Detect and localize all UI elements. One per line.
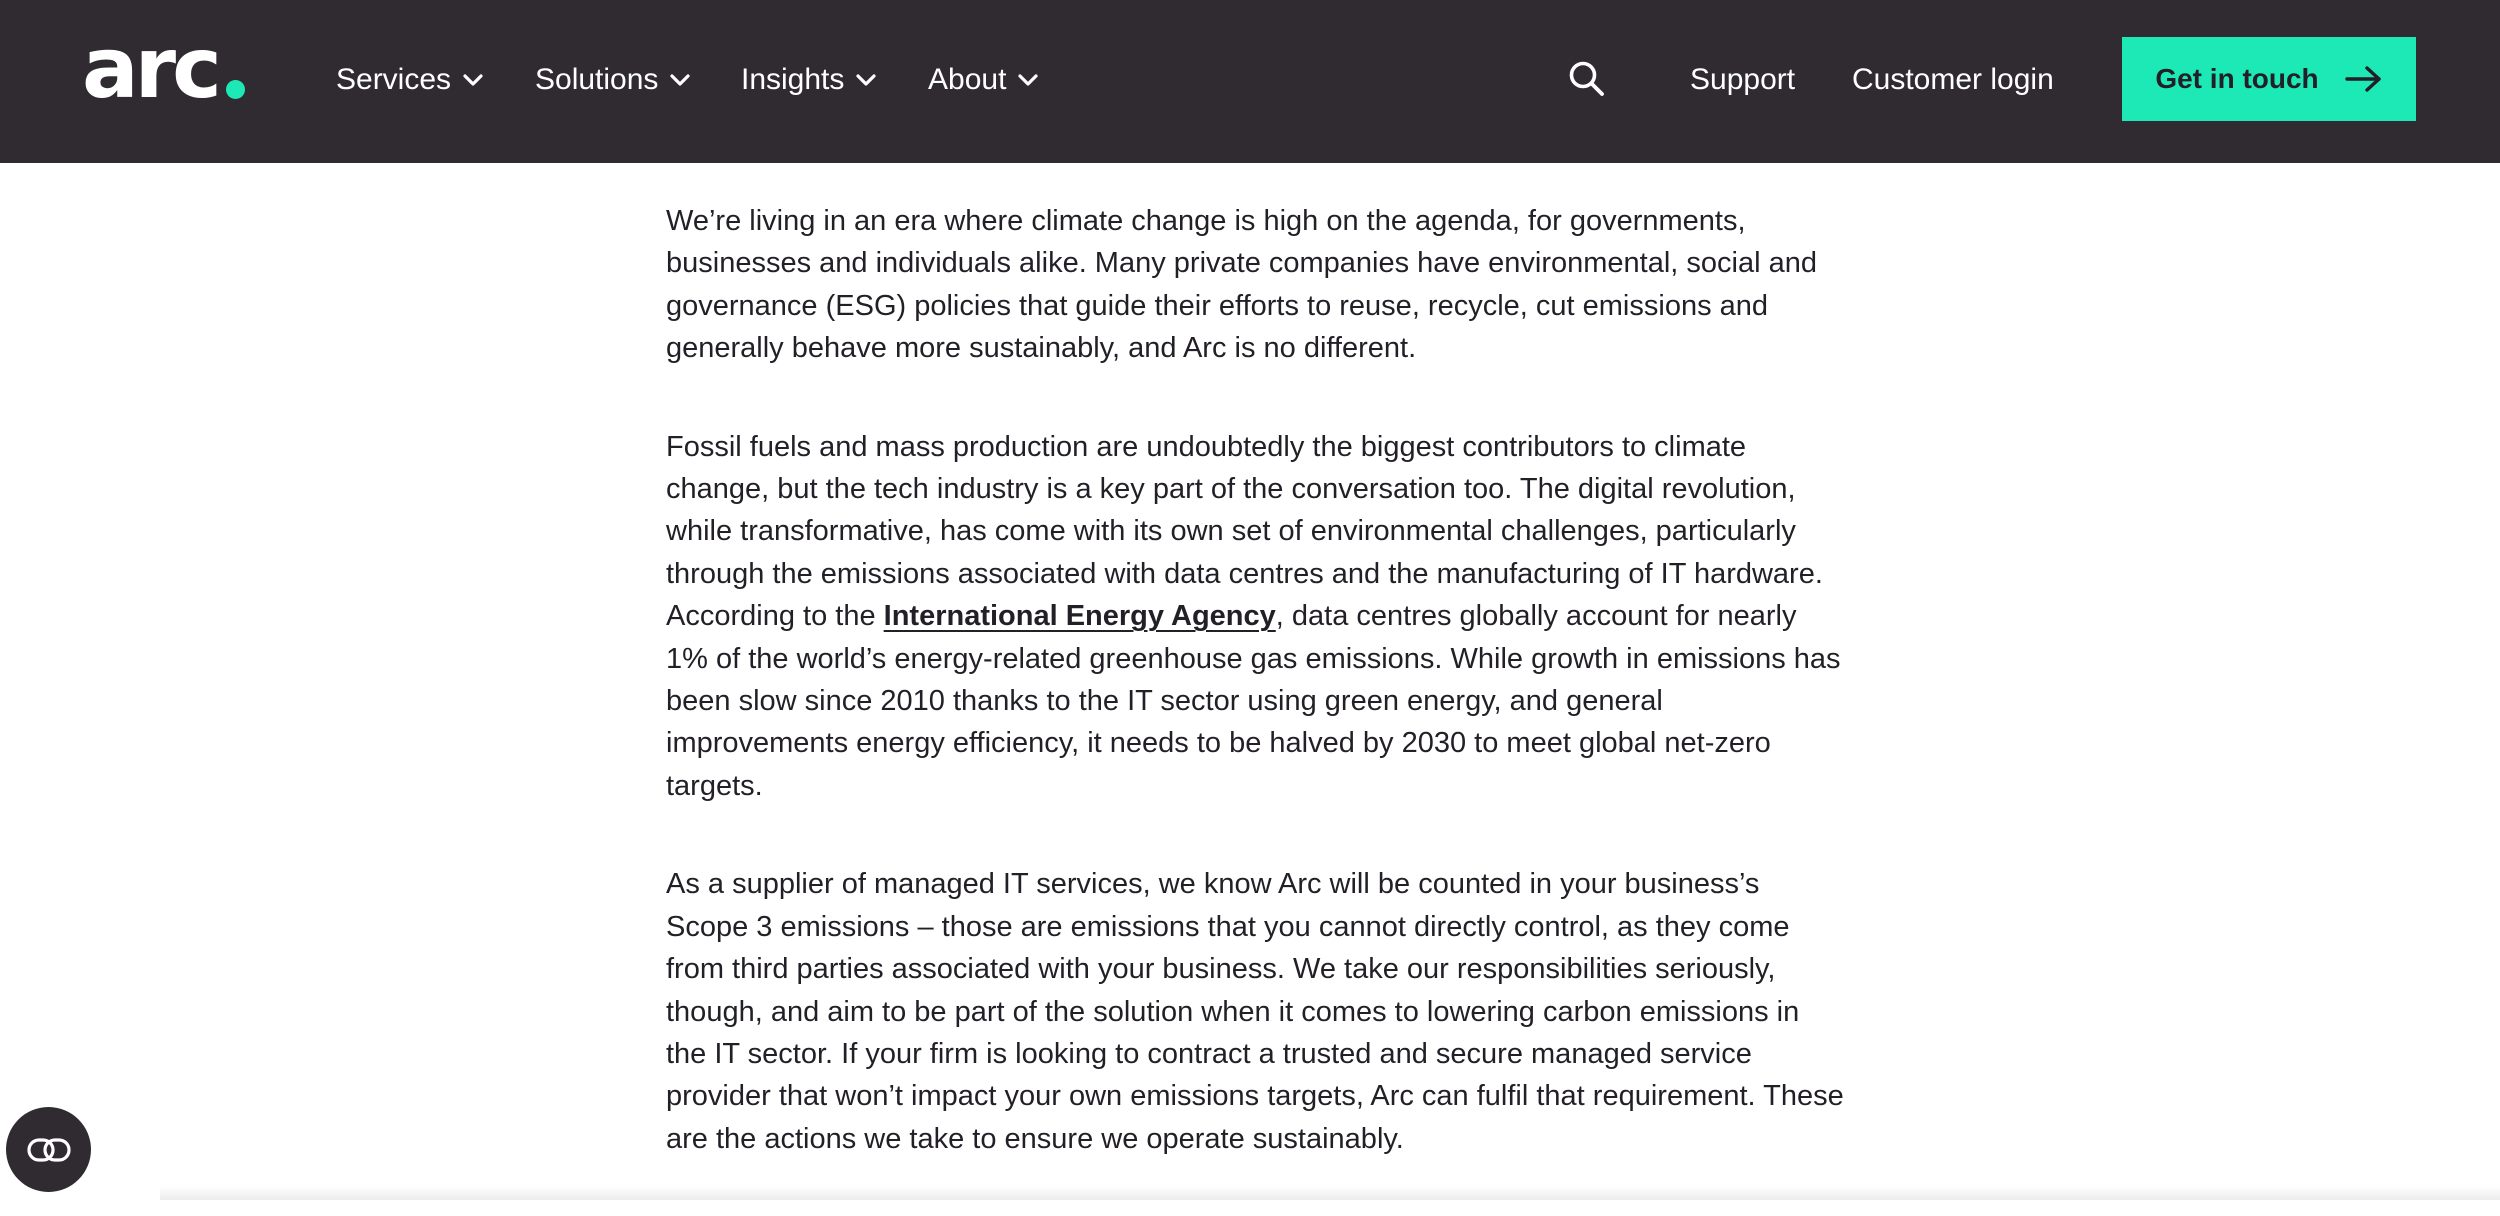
accessibility-toggle-icon [27, 1137, 71, 1163]
nav-solutions[interactable] [535, 56, 690, 104]
chevron-down-icon [670, 73, 690, 87]
get-in-touch-button[interactable] [2122, 37, 2416, 121]
iea-link[interactable]: International Energy Agency [883, 600, 1276, 633]
nav-about[interactable] [928, 56, 1038, 104]
article-paragraph-1: We’re living in an era where climate change is high on the agenda, for governments, businesses and individuals alike. Many private companies have environmental, social and governance (ESG) policies that guide their efforts to reuse, recycle, cut emissions and generally behave more sustainably, and Arc is no different. [666, 205, 1817, 365]
get-in-touch-label: Get in touch [2155, 63, 2319, 94]
search-icon [1566, 58, 1610, 102]
search-button[interactable] [1566, 58, 1610, 102]
arrow-right-icon [2345, 65, 2383, 93]
article-paragraph-3: As a supplier of managed IT services, we know Arc will be counted in your business’s Scope 3 emissions – those are emissions that you cannot directly control, as they come from third parties associated with your business. We take our responsibilities seriously, though, and aim to be part of the solution when it comes to lowering carbon emissions in the IT sector. If your firm is looking to contract a trusted and secure managed service provider that won’t impact your own emissions targets, Arc can fulfil that requirement. These are the actions we take to ensure we operate sustainably. [666, 868, 1844, 1155]
chevron-down-icon [856, 73, 876, 87]
arc-logo[interactable] [82, 18, 245, 118]
article-paragraph-2 [666, 426, 1846, 808]
nav-about-label: About [928, 63, 1007, 96]
nav-insights[interactable] [741, 56, 876, 104]
nav-services-label: Services [336, 63, 452, 96]
chevron-down-icon [463, 73, 483, 87]
article-body [666, 200, 1846, 1216]
logo-text: arc [82, 19, 218, 117]
paragraph-2-text-start: Fossil fuels and mass production are undoubtedly the biggest contributors to climate change, but the tech industry is a key part of the conversation too. The digital revolution, while transformative, has come with its own set of environmental challenges, particularly through the emissions associated with data centres and the manufacturing of IT hardware. According to the [666, 430, 1823, 633]
nav-insights-label: Insights [741, 63, 845, 96]
support-link[interactable]: Support [1690, 63, 1796, 96]
logo-dot [226, 80, 245, 99]
accessibility-button[interactable] [6, 1107, 91, 1192]
site-header [0, 0, 2500, 163]
customer-login-link[interactable]: Customer login [1852, 63, 2054, 96]
nav-solutions-label: Solutions [535, 63, 659, 96]
nav-services[interactable] [336, 56, 483, 104]
paragraph-2-text-end: , data centres globally account for nearly 1% of the world’s energy-related greenhouse gas emissions. While growth in emissions has been slow since 2010 thanks to the IT sector using green energy, and general improvements energy efficiency, it needs to be halved by 2030 to meet global net-zero targets. [666, 600, 1841, 802]
bottom-panel-shadow [160, 1186, 2500, 1200]
chevron-down-icon [1018, 73, 1038, 87]
